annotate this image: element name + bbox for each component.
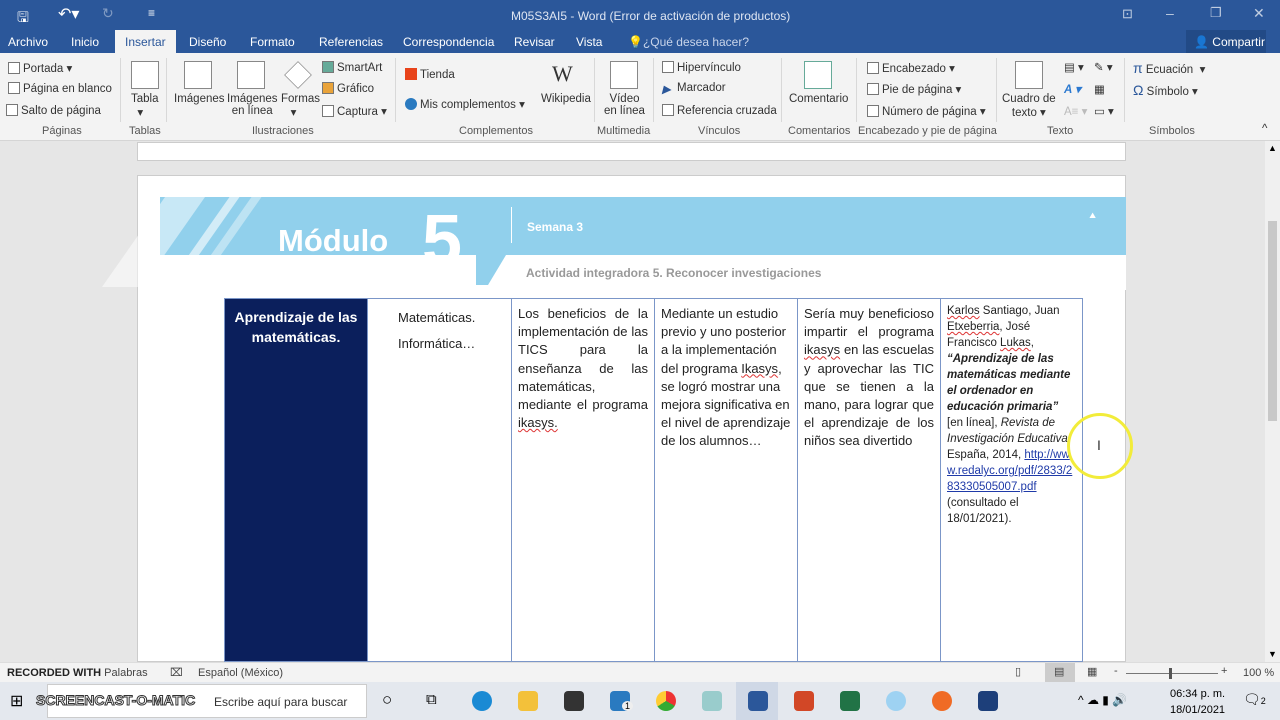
cuadro-texto-button[interactable]: Cuadro de texto ▾ [1002, 93, 1056, 119]
collapse-ribbon-icon[interactable]: ^ [1262, 123, 1268, 135]
activity-title: Actividad integradora 5. Reconocer investigaciones [526, 266, 822, 280]
print-layout-icon[interactable]: ▤ [1045, 663, 1075, 682]
comment-icon [804, 61, 832, 89]
group-ilustraciones: Ilustraciones [252, 125, 314, 137]
window-title: M05S3AI5 - Word (Error de activación de productos) [511, 9, 791, 23]
imagenes-linea-button[interactable]: Imágenes en línea [227, 93, 278, 117]
zoom-slider[interactable] [1126, 673, 1218, 674]
tell-me-text: ¿Qué desea hacer? [642, 35, 750, 49]
chart-icon [322, 82, 334, 94]
close-icon[interactable]: ✕ [1253, 5, 1265, 21]
text-cursor-icon: I [1097, 437, 1101, 453]
edge-icon[interactable] [472, 691, 492, 711]
reference-link[interactable]: http://www.redalyc.org/pdf/2833/283330505007.pdf [947, 449, 1073, 493]
module-label: Módulo [278, 223, 389, 258]
screencast-icon[interactable] [886, 691, 906, 711]
module-number: 5 [422, 201, 463, 281]
quick-parts-icon[interactable]: ▤ ▾ [1064, 62, 1084, 74]
maximize-icon[interactable]: ❐ [1210, 5, 1222, 20]
date-time-icon[interactable]: ▦ [1094, 84, 1105, 96]
lightbulb-icon: 💡 [628, 35, 643, 49]
page-number-icon [867, 105, 879, 117]
cross-reference-icon [662, 104, 674, 116]
share-label: Compartir [1212, 35, 1265, 49]
windows-start-icon[interactable]: ⊞ [10, 693, 24, 710]
search-placeholder: Escribe aquí para buscar [214, 695, 348, 709]
cover-page-icon [8, 62, 20, 74]
imagenes-button[interactable]: Imágenes [174, 93, 225, 105]
redo-icon[interactable]: ↻ [102, 5, 114, 21]
word-icon[interactable] [748, 691, 768, 711]
undo-icon[interactable]: ↶▾ [58, 6, 80, 23]
tab-formato[interactable]: Formato [250, 35, 295, 49]
tab-archivo[interactable]: Archivo [8, 35, 49, 49]
mis-complementos-button[interactable]: Mis complementos ▾ [405, 97, 525, 111]
tell-me-input[interactable] [628, 35, 749, 49]
pagina-blanco-button[interactable]: Página en blanco [8, 82, 112, 95]
person-icon: 👤 [1194, 35, 1209, 49]
tab-correspondencia[interactable]: Correspondencia [403, 35, 495, 49]
chrome-icon[interactable] [656, 691, 676, 711]
header-icon [867, 62, 879, 74]
store-icon [405, 68, 417, 80]
blank-page-icon [8, 82, 20, 94]
table-cell-objective[interactable]: Los beneficios de la implementación de las TICS para la enseñanza de las matemáticas, mediante el programa ikasys. [511, 298, 655, 662]
grafico-button[interactable]: Gráfico [322, 82, 374, 95]
pictures-icon [184, 61, 212, 89]
table-icon [131, 61, 159, 89]
hipervinculo-button[interactable]: Hipervínculo [662, 61, 741, 74]
tabla-button[interactable]: Tabla ▾ [131, 93, 159, 119]
salto-pagina-button[interactable]: Salto de página [6, 104, 101, 117]
table-cell-topic[interactable]: Aprendizaje de las matemáticas. [224, 298, 368, 662]
scroll-thumb[interactable] [1268, 221, 1277, 421]
read-mode-icon[interactable]: ▯ [1015, 666, 1022, 678]
formas-button[interactable]: Formas ▾ [281, 93, 320, 119]
zoom-slider-thumb[interactable] [1169, 668, 1172, 679]
tienda-button[interactable]: Tienda [405, 68, 455, 81]
pie-pagina-button[interactable]: Pie de página ▾ [867, 82, 961, 96]
save-icon[interactable]: 🖫 [17, 9, 29, 25]
group-complementos: Complementos [459, 125, 533, 137]
video-icon [610, 61, 638, 89]
mail-icon[interactable]: 1 [610, 691, 630, 711]
smartart-icon [322, 61, 334, 73]
ribbon-display-icon[interactable]: ⊡ [1122, 6, 1133, 21]
group-multimedia: Multimedia [597, 125, 651, 137]
zoom-in-icon[interactable]: + [1221, 665, 1228, 677]
word-count[interactable]: RECORDED WITH Palabras [7, 667, 148, 679]
customize-toolbar-icon[interactable]: ≡ [148, 6, 156, 20]
proofing-icon[interactable]: ⌧ [170, 667, 183, 679]
page-break-icon [6, 104, 18, 116]
file-explorer-icon[interactable] [518, 691, 538, 711]
group-paginas: Páginas [42, 125, 82, 137]
video-linea-button[interactable]: Vídeo en línea [604, 93, 645, 117]
tab-revisar[interactable]: Revisar [514, 35, 555, 49]
group-encabezado: Encabezado y pie de página [858, 125, 997, 137]
addins-icon [405, 98, 417, 110]
ribbon-tabs [0, 30, 1280, 53]
group-comentarios: Comentarios [788, 125, 851, 137]
group-simbolos: Símbolos [1149, 125, 1195, 137]
tab-inicio[interactable]: Inicio [71, 35, 100, 49]
portada-button[interactable]: Portada ▾ [8, 61, 72, 75]
link-icon [662, 61, 674, 73]
notifications-icon[interactable]: 🗨2 [1243, 691, 1266, 707]
online-pictures-icon [237, 61, 265, 89]
omega-icon: Ω [1133, 82, 1144, 98]
table-cell-reference[interactable]: Karlos Santiago, Juan Etxeberria, José Francisco Lukas, “Aprendizaje de las matemáticas mediante el ordenador en educación primaria” [en línea], Revista de Investigación Educativa, España, 2014, http://www.redalyc.org/pdf/2833/283330505007.pdf (consultado el 18/01/2021). [940, 298, 1083, 662]
simbolo-button[interactable]: Ω Símbolo ▾ [1133, 82, 1198, 98]
pi-icon: π [1133, 60, 1143, 76]
status-bar [0, 662, 1280, 682]
group-texto: Texto [1047, 125, 1074, 137]
share-button[interactable] [1186, 30, 1266, 53]
captura-button[interactable]: Captura ▾ [322, 104, 387, 118]
shapes-icon [284, 61, 312, 89]
object-icon[interactable]: ▭ ▾ [1094, 106, 1114, 118]
tab-vista[interactable]: Vista [576, 35, 603, 49]
previous-page [137, 142, 1126, 161]
language-status[interactable]: Español (México) [198, 667, 283, 679]
marcador-button[interactable]: ▶ Marcador [662, 82, 726, 96]
wordart-icon[interactable]: A ▾ [1064, 84, 1081, 96]
firefox-icon[interactable] [932, 691, 952, 711]
footer-icon [867, 83, 879, 95]
table-cell-conclusion[interactable]: Sería muy beneficioso impartir el programa ikasys en las escuelas y aprovechar las TIC que se tienen a la mano, para lograr que el aprendizaje de los niños sea divertido [797, 298, 941, 662]
title-bar [0, 0, 1280, 30]
wikipedia-button[interactable]: Wikipedia [541, 93, 591, 105]
vertical-scrollbar[interactable] [1265, 141, 1280, 662]
minimize-icon[interactable]: – [1166, 5, 1174, 21]
clock[interactable]: 06:34 p. m. 18/01/2021 [1170, 688, 1226, 716]
smartart-button[interactable]: SmartArt [322, 61, 382, 74]
powerpoint-icon[interactable] [794, 691, 814, 711]
tab-insertar[interactable]: Insertar [115, 30, 176, 53]
table-cell-method[interactable]: Mediante un estudio previo y uno posterior a la implementación del programa Ikasys, se logró mostrar una mejora significativa en el nivel de aprendizaje de los alumnos… [654, 298, 798, 662]
text-box-icon [1015, 61, 1043, 89]
excel-icon[interactable] [840, 691, 860, 711]
scroll-up-icon[interactable]: ▲ [1268, 143, 1277, 153]
tab-diseno[interactable]: Diseño [189, 35, 227, 49]
encabezado-button[interactable]: Encabezado ▾ [867, 61, 955, 75]
prepa-en-linea-logo: ⛰ [1089, 211, 1096, 220]
wikipedia-icon: W [552, 61, 573, 86]
bookmark-icon: ▶ [662, 84, 671, 96]
ecuacion-button[interactable]: π Ecuación ▾ [1133, 60, 1206, 76]
table-cell-subjects[interactable]: Matemáticas. Informática… [367, 298, 512, 662]
zoom-out-icon[interactable]: - [1114, 665, 1118, 677]
ribbon [0, 53, 1280, 141]
week-label: Semana 3 [527, 220, 584, 234]
tab-referencias[interactable]: Referencias [319, 35, 384, 49]
screencast-watermark: SCREENCAST-O-MATIC [36, 692, 196, 708]
tray-icons[interactable]: ^ ☁ ▮ 🔊 [1078, 693, 1128, 707]
store-icon[interactable] [564, 691, 584, 711]
screenshot-icon [322, 105, 334, 117]
comentario-button[interactable]: Comentario [789, 93, 849, 105]
web-layout-icon[interactable]: ▦ [1087, 666, 1098, 678]
app-icon[interactable] [702, 691, 722, 711]
devcpp-icon[interactable] [978, 691, 998, 711]
group-vinculos: Vínculos [698, 125, 741, 137]
signature-icon[interactable]: ✎ ▾ [1094, 62, 1113, 74]
zoom-level[interactable]: 100 % [1243, 667, 1275, 679]
group-tablas: Tablas [129, 125, 161, 137]
cortana-icon[interactable]: ○ [382, 690, 393, 709]
task-view-icon[interactable]: ⧉ [426, 691, 437, 708]
referencia-cruzada-button[interactable]: Referencia cruzada [662, 104, 777, 117]
numero-pagina-button[interactable]: Número de página ▾ [867, 104, 986, 118]
dropcap-icon[interactable]: A≡ ▾ [1064, 106, 1088, 118]
taskbar [0, 682, 1280, 720]
scroll-down-icon[interactable]: ▼ [1268, 649, 1277, 659]
